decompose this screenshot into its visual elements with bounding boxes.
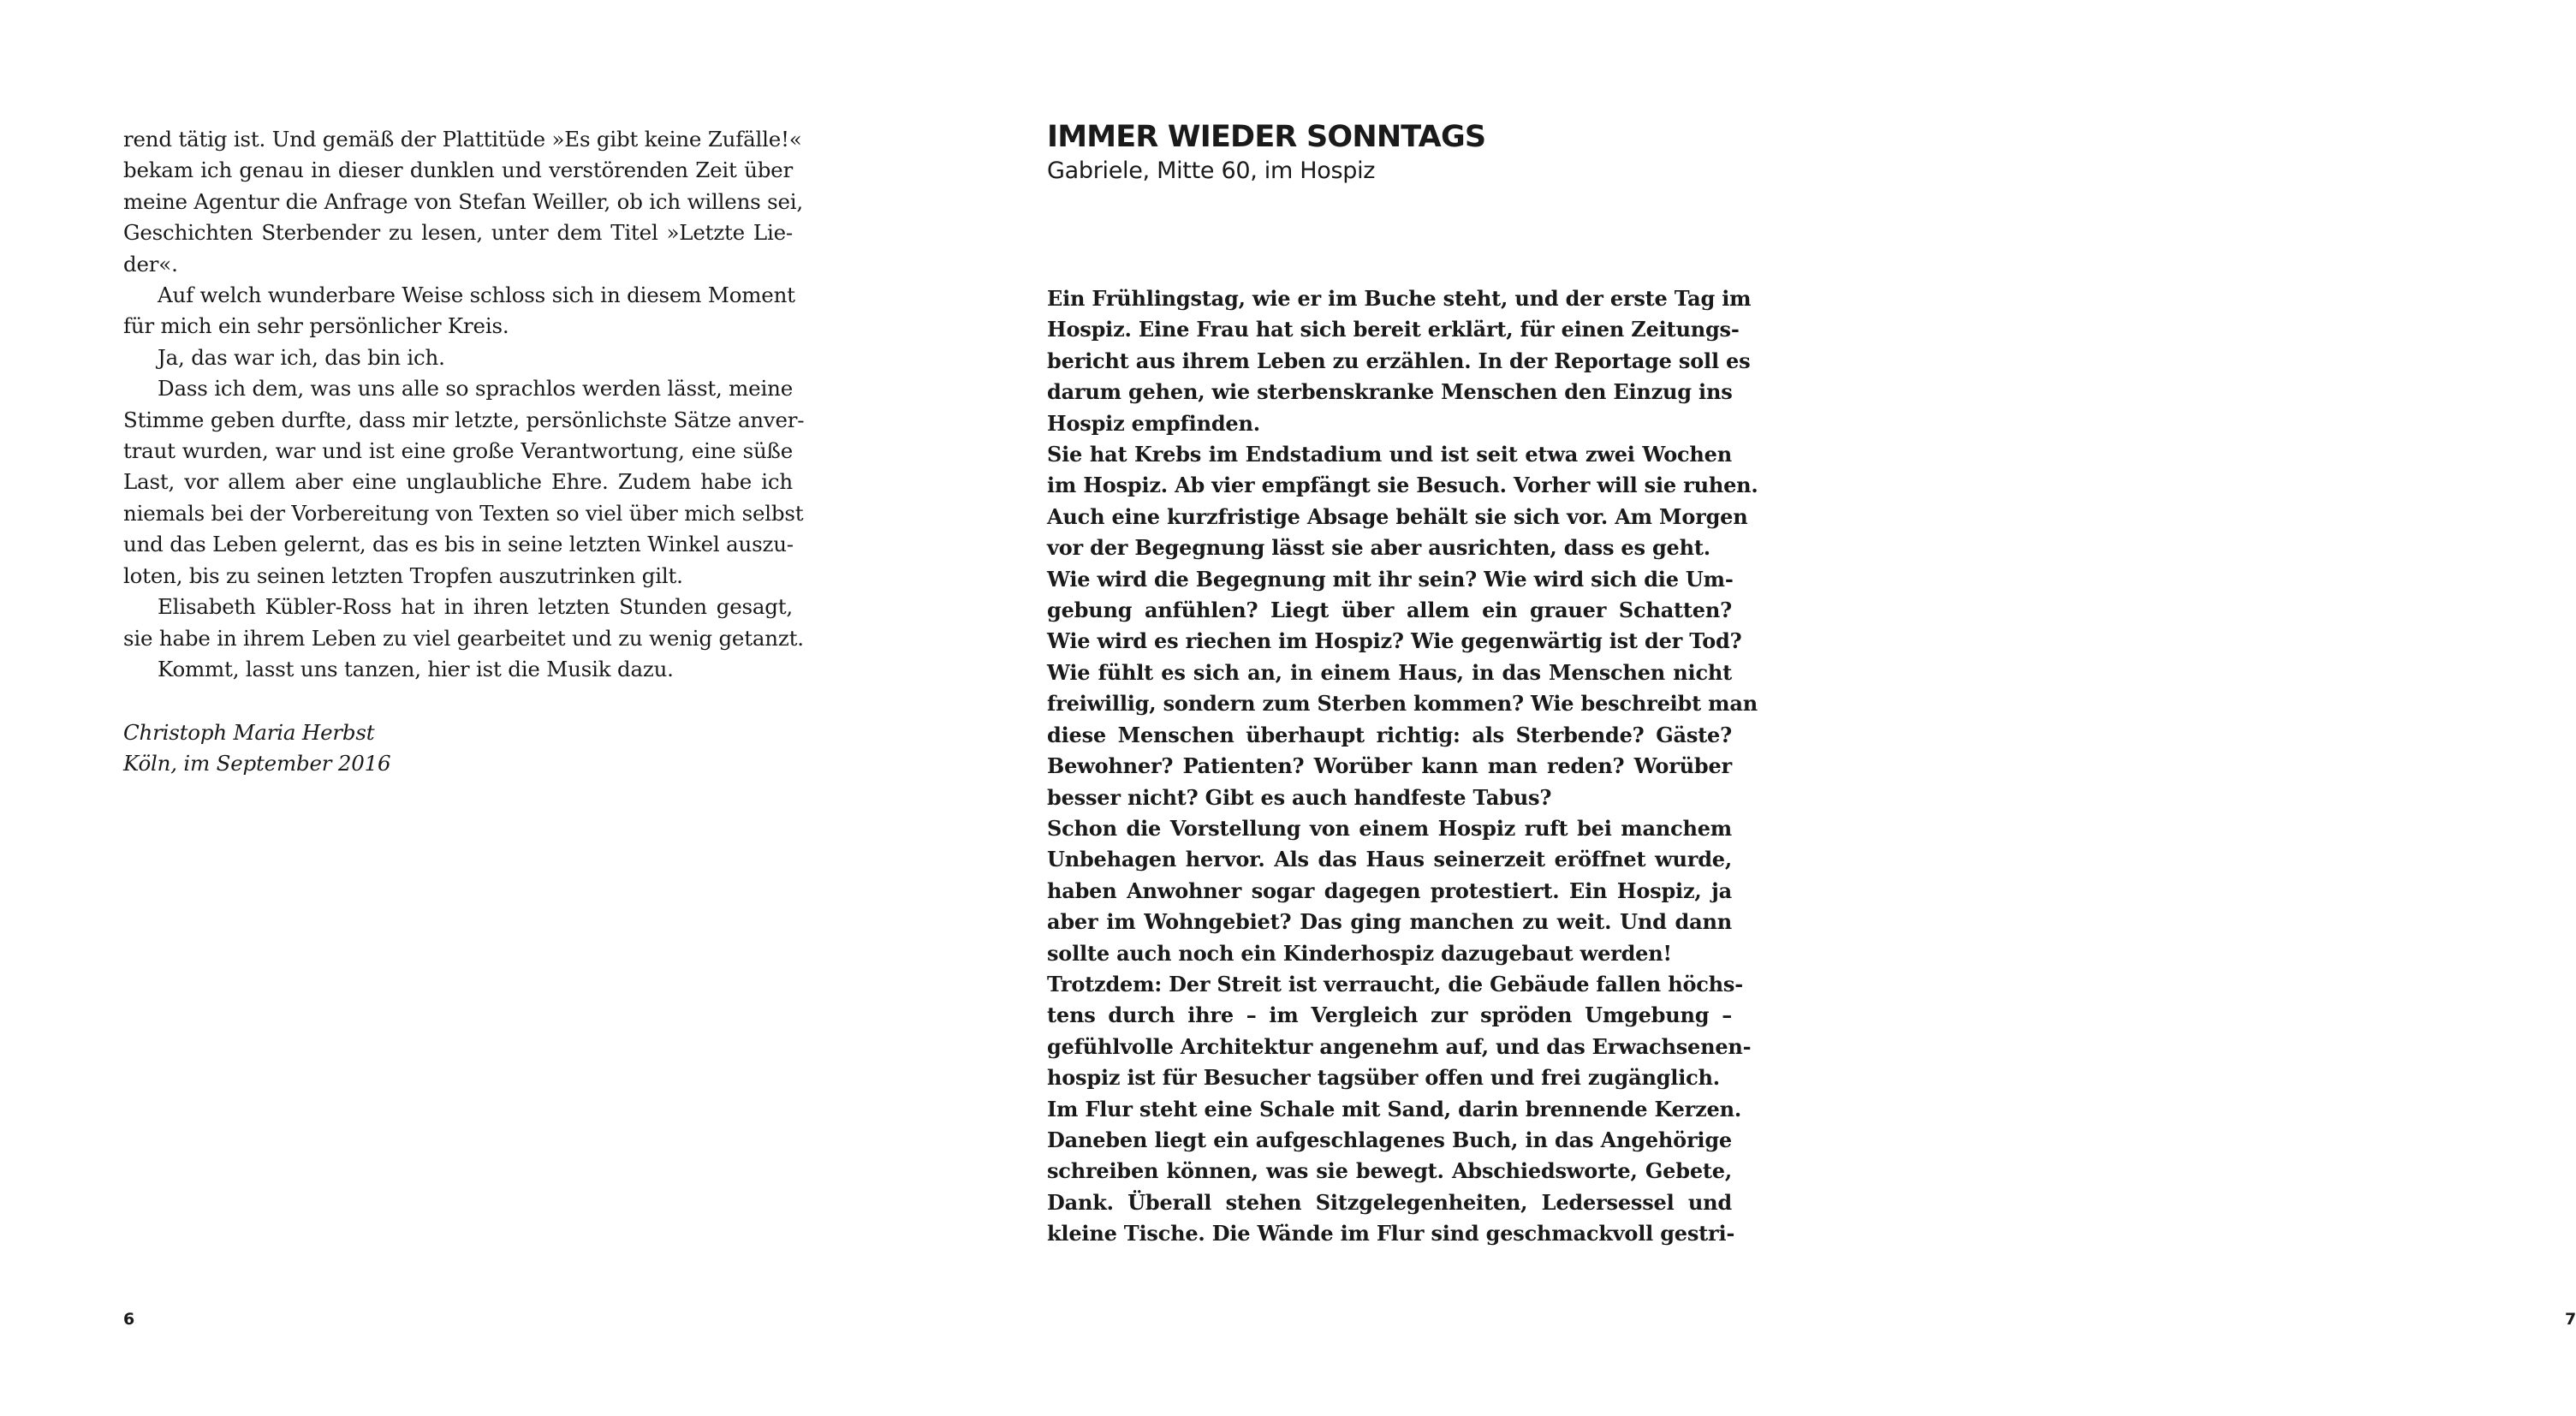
- text-line: und das Leben gelernt, das es bis in seine letzten Winkel auszu-: [123, 532, 794, 557]
- text-line: Trotzdem: Der Streit ist verraucht, die Gebäude fallen höchs-: [1047, 971, 1743, 997]
- text-line: Geschichten Sterbender zu lesen, unter dem Titel »Letzte Lie-: [123, 220, 793, 246]
- text-line: Ja, das war ich, das bin ich.: [158, 344, 445, 370]
- signature-place-date: Köln, im September 2016: [123, 751, 391, 776]
- text-line: gebung anfühlen? Liegt über allem ein grauer Schatten?: [1047, 598, 1732, 623]
- signature: [123, 717, 390, 780]
- left-page-body: [123, 124, 805, 685]
- text-line: Wie wird es riechen im Hospiz? Wie gegenwärtig ist der Tod?: [1047, 628, 1742, 654]
- text-line: niemals bei der Vorbereitung von Texten so viel über mich selbst: [123, 500, 804, 526]
- text-line: sollte auch noch ein Kinderhospiz dazugebaut werden!: [1047, 940, 1672, 966]
- text-line: Dank. Überall stehen Sitzgelegenheiten, Ledersessel und: [1047, 1189, 1732, 1215]
- text-line: Kommt, lasst uns tanzen, hier ist die Musik dazu.: [158, 656, 674, 681]
- text-line: freiwillig, sondern zum Sterben kommen? Wie beschreibt man: [1047, 691, 1758, 717]
- text-line: sie habe in ihrem Leben zu viel gearbeitet und zu wenig getanzt.: [123, 625, 804, 651]
- text-line: hospiz ist für Besucher tagsüber offen und frei zugänglich.: [1047, 1065, 1720, 1091]
- text-line: traut wurden, war und ist eine große Verantwortung, eine süße: [123, 438, 793, 464]
- right-page: [910, 0, 2576, 1416]
- text-line: aber im Wohngebiet? Das ging manchen zu weit. Und dann: [1047, 909, 1732, 935]
- chapter-title: IMMER WIEDER SONNTAGS: [1047, 120, 1486, 154]
- text-line: vor der Begegnung lässt sie aber ausrichten, dass es geht.: [1047, 535, 1710, 561]
- text-line: darum gehen, wie sterbenskranke Menschen den Einzug ins: [1047, 379, 1733, 405]
- text-line: schreiben können, was sie bewegt. Abschiedsworte, Gebete,: [1047, 1158, 1732, 1184]
- text-line: Last, vor allem aber eine unglaubliche Ehre. Zudem habe ich: [123, 469, 793, 495]
- text-line: Stimme geben durfte, dass mir letzte, persönlichste Sätze anver-: [123, 407, 805, 432]
- page-number-left: 6: [123, 1310, 135, 1329]
- text-line: gefühlvolle Architektur angenehm auf, und das Erwachsenen-: [1047, 1033, 1752, 1059]
- text-line: bekam ich genau in dieser dunklen und verstörenden Zeit über: [123, 158, 793, 183]
- text-line: der«.: [123, 251, 178, 277]
- left-page: [0, 0, 910, 1416]
- text-line: tens durch ihre – im Vergleich zur spröden Umgebung –: [1047, 1003, 1732, 1028]
- text-line: kleine Tische. Die Wände im Flur sind geschmackvoll gestri-: [1047, 1221, 1735, 1246]
- text-line: Wie fühlt es sich an, in einem Haus, in das Menschen nicht: [1047, 659, 1732, 685]
- text-line: Dass ich dem, was uns alle so sprachlos werden lässt, meine: [158, 376, 793, 402]
- text-line: Im Flur steht eine Schale mit Sand, darin brennende Kerzen.: [1047, 1096, 1742, 1121]
- text-line: Elisabeth Kübler-Ross hat in ihren letzten Stunden gesagt,: [158, 594, 793, 620]
- text-line: bericht aus ihrem Leben zu erzählen. In der Reportage soll es: [1047, 348, 1751, 373]
- text-line: Wie wird die Begegnung mit ihr sein? Wie wird sich die Um-: [1047, 566, 1734, 592]
- text-line: für mich ein sehr persönlicher Kreis.: [123, 313, 509, 339]
- text-line: Auf welch wunderbare Weise schloss sich in diesem Moment: [158, 283, 795, 308]
- text-line: Schon die Vorstellung von einem Hospiz ruft bei manchem: [1047, 815, 1732, 841]
- text-line: haben Anwohner sogar dagegen protestiert. Ein Hospiz, ja: [1047, 878, 1732, 903]
- text-line: Hospiz empfinden.: [1047, 410, 1260, 436]
- text-line: Unbehagen hervor. Als das Haus seinerzeit eröffnet wurde,: [1047, 847, 1732, 872]
- chapter-subtitle: Gabriele, Mitte 60, im Hospiz: [1047, 158, 1376, 184]
- signature-name: Christoph Maria Herbst: [123, 720, 375, 745]
- page-number-right: 7: [2565, 1310, 2576, 1329]
- text-line: Ein Frühlingstag, wie er im Buche steht, und der erste Tag im: [1047, 286, 1752, 311]
- text-line: im Hospiz. Ab vier empfängt sie Besuch. Vorher will sie ruhen.: [1047, 473, 1758, 498]
- right-page-body: [1047, 283, 1758, 1250]
- text-line: diese Menschen überhaupt richtig: als Sterbende? Gäste?: [1047, 722, 1732, 747]
- text-line: Hospiz. Eine Frau hat sich bereit erklärt, für einen Zeitungs-: [1047, 317, 1740, 342]
- text-line: Daneben liegt ein aufgeschlagenes Buch, in das Angehörige: [1047, 1127, 1732, 1152]
- text-line: rend tätig ist. Und gemäß der Plattitüde »Es gibt keine Zufälle!«: [123, 127, 802, 152]
- text-line: meine Agentur die Anfrage von Stefan Weiller, ob ich willens sei,: [123, 188, 804, 214]
- text-line: Sie hat Krebs im Endstadium und ist seit etwa zwei Wochen: [1047, 442, 1732, 467]
- text-line: Bewohner? Patienten? Worüber kann man reden? Worüber: [1047, 753, 1732, 779]
- text-line: Auch eine kurzfristige Absage behält sie sich vor. Am Morgen: [1047, 503, 1748, 529]
- text-line: besser nicht? Gibt es auch handfeste Tabus?: [1047, 784, 1552, 810]
- text-line: loten, bis zu seinen letzten Tropfen auszutrinken gilt.: [123, 562, 683, 588]
